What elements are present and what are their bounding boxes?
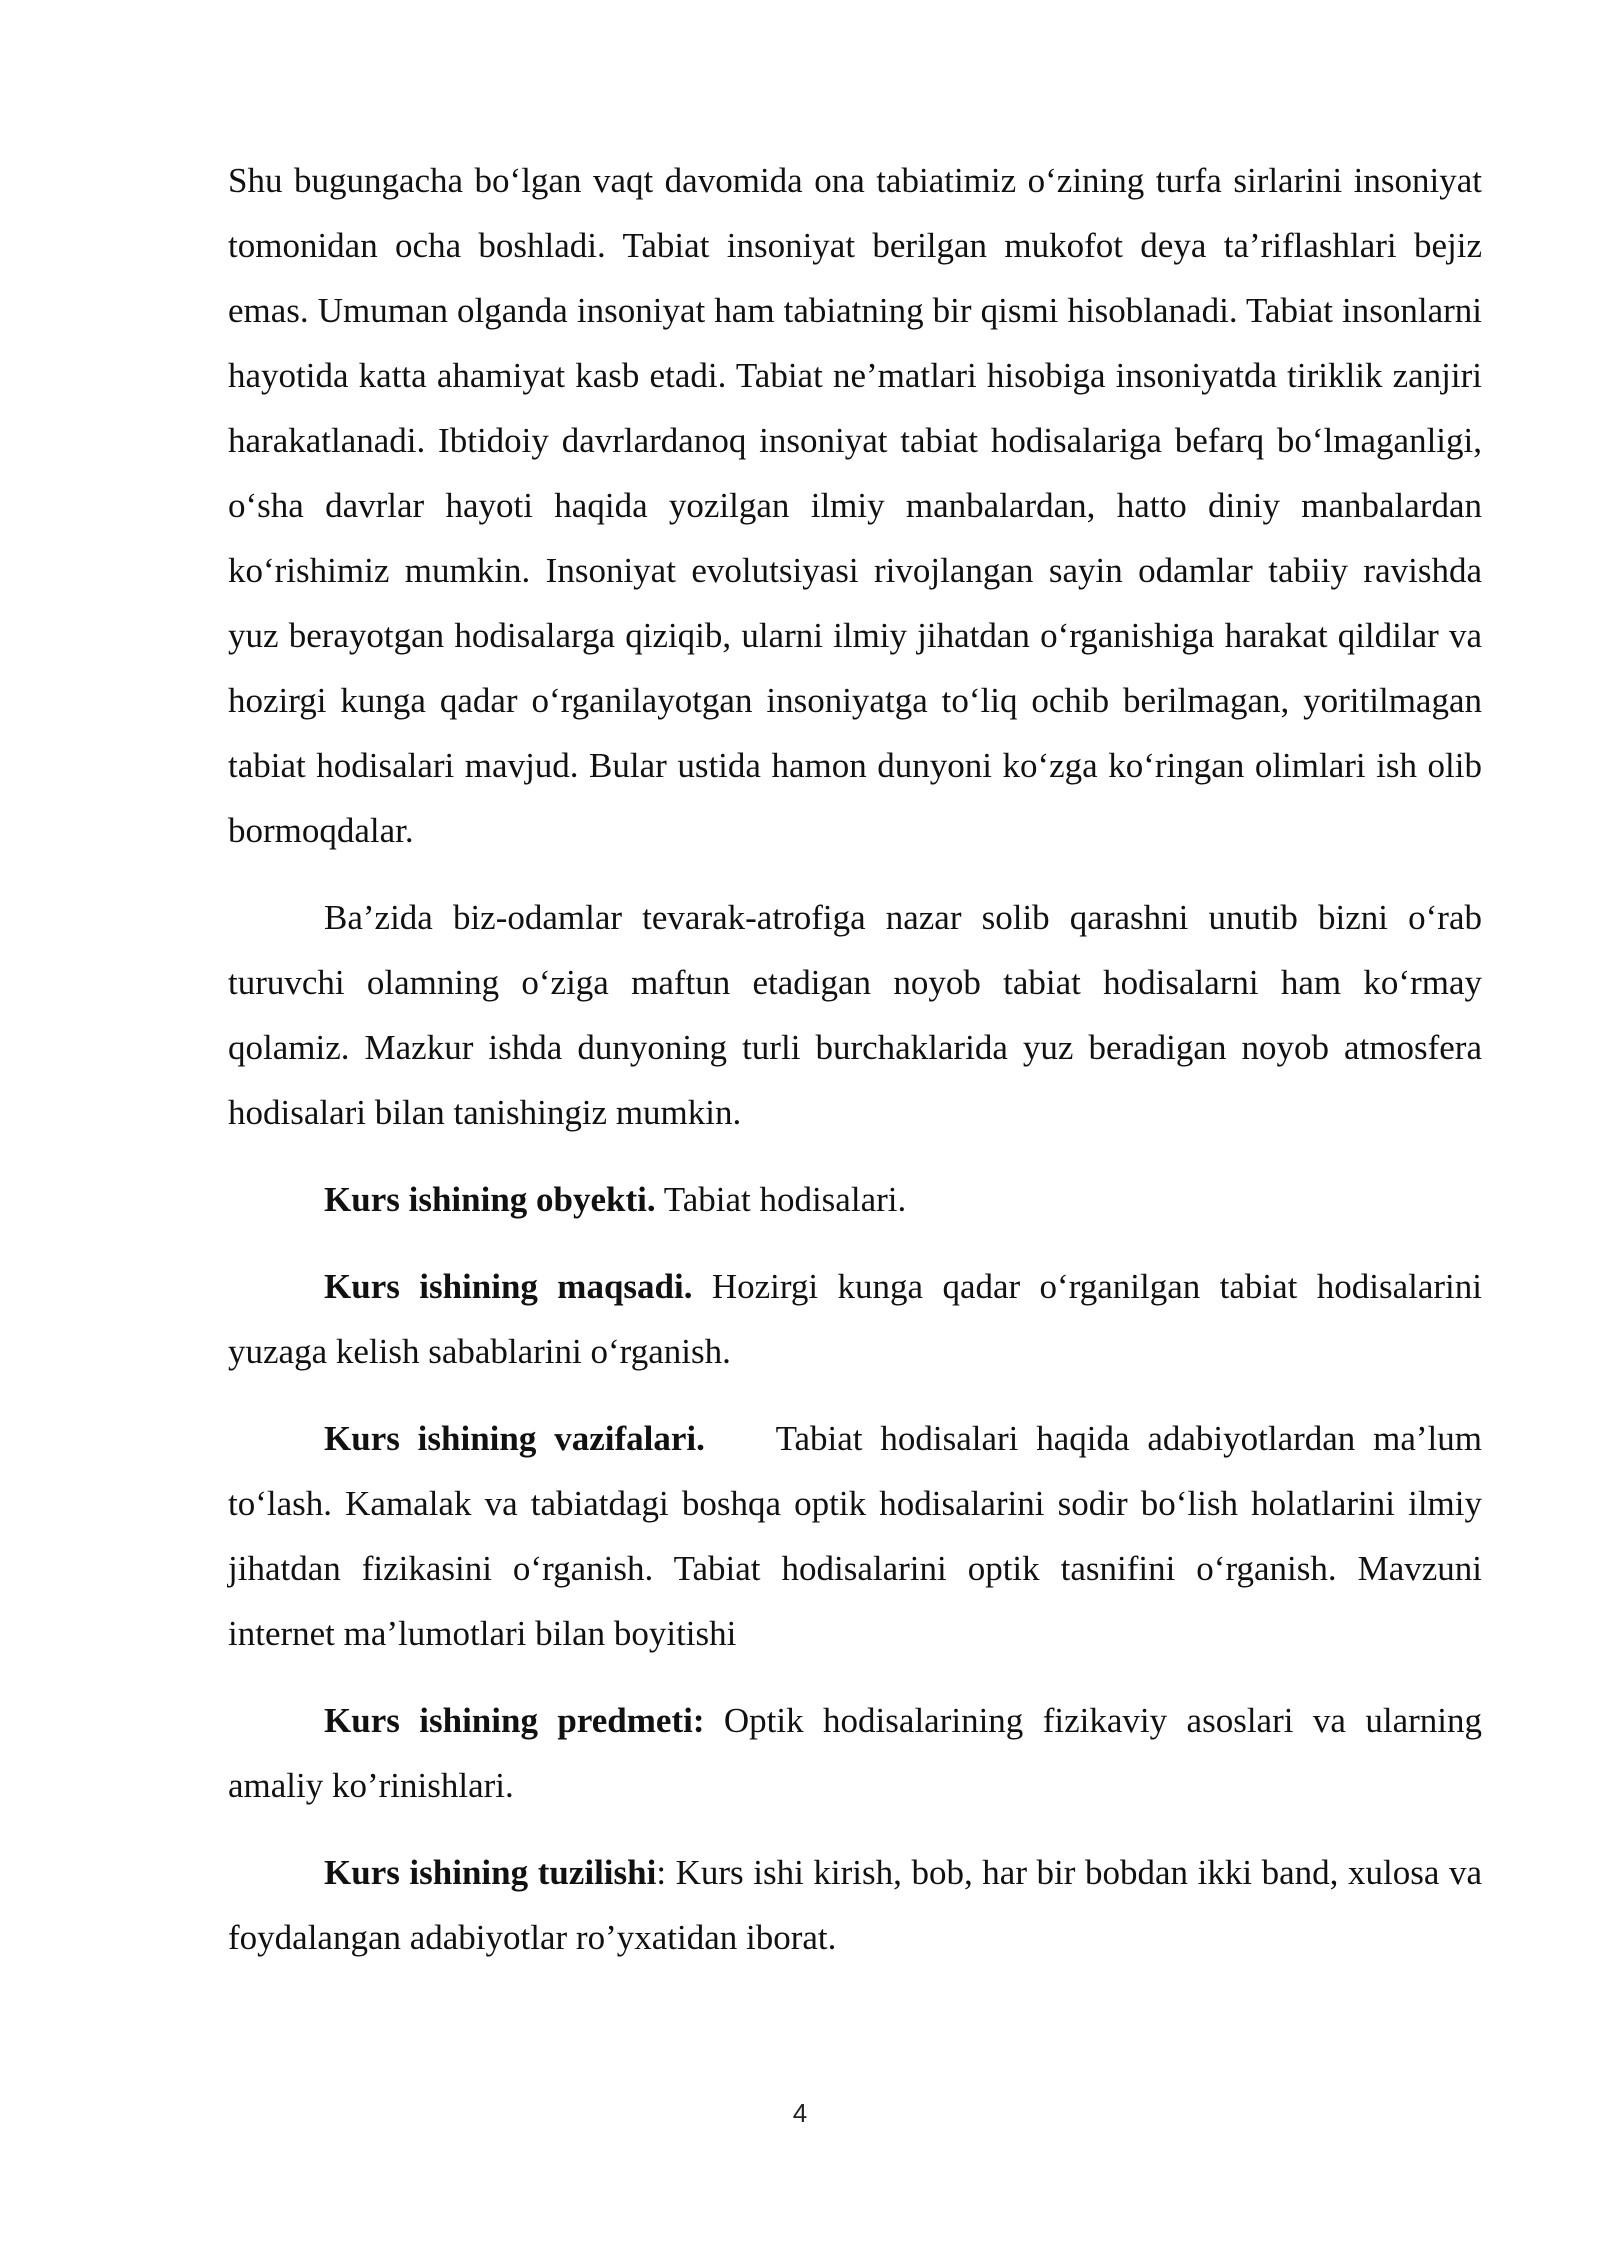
section-predmet [228,1688,1482,1818]
section-text: Hozirgi kunga qadar o‘rganilgan tabiat hodisalarini yuzaga kelish sabablarini o‘rganish. [228,1267,1482,1371]
page-body [228,148,1491,1970]
section-text: Optik hodisalarining fizikaviy asoslari va ularning amaliy ko’rinishlari. [228,1701,1482,1805]
section-label: Kurs ishining obyekti. [324,1180,656,1219]
section-obyekt [228,1167,1482,1232]
section-label: Kurs ishining vazifalari. [324,1419,705,1458]
section-label: Kurs ishining maqsadi. [324,1267,693,1306]
section-text: Tabiat hodisalari haqida adabiyotlardan ma’lum to‘lash. Kamalak va tabiatdagi boshqa optik hodisalarini sodir bo‘lish holatlarini ilmiy jihatdan fizikasini o‘rganish. Tabiat hodisalarini optik tasnifini o‘rganish. Mavzuni internet ma’lumotlari bilan boyitishi [228,1419,1491,1653]
section-text: : Kurs ishi kirish, bob, har bir bobdan ikki band, xulosa va foydalangan adabiyotlar ro’yxatidan iborat. [228,1853,1482,1957]
paragraph-second: Ba’zida biz-odamlar tevarak-atrofiga nazar solib qarashni unutib bizni o‘rab turuvchi olamning o‘ziga maftun etadigan noyob tabiat hodisalarni ham ko‘rmay qolamiz. Mazkur ishda dunyoning turli burchaklarida yuz beradigan noyob atmosfera hodisalari bilan tanishingiz mumkin. [228,898,1482,1132]
section-label: Kurs ishining predmeti: [324,1701,705,1740]
section-maqsad [228,1254,1482,1384]
page-number: 4 [792,2098,808,2128]
section-tuzilish [228,1840,1482,1970]
section-text: Tabiat hodisalari. [655,1180,907,1219]
paragraph-intro: Shu bugungacha bo‘lgan vaqt davomida ona tabiatimiz o‘zining turfa sirlarini insoniyat tomonidan ocha boshladi. Tabiat insoniyat berilgan mukofot deya ta’riflashlari bejiz emas. Umuman olganda insoniyat ham tabiatning bir qismi hisoblanadi. Tabiat insonlarni hayotida katta ahamiyat kasb etadi. Tabiat ne’matlari hisobiga insoniyatda tiriklik zanjiri harakatlanadi. Ibtidoiy davrlardanoq insoniyat tabiat hodisalariga befarq bo‘lmaganligi, o‘sha davrlar hayoti haqida yozilgan ilmiy manbalardan, hatto diniy manbalardan ko‘rishimiz mumkin. Insoniyat evolutsiyasi rivojlangan sayin odamlar tabiiy ravishda yuz berayotgan hodisalarga qiziqib, ularni ilmiy jihatdan o‘rganishiga harakat qildilar va hozirgi kunga qadar o‘rganilayotgan insoniyatga to‘liq ochib berilmagan, yoritilmagan tabiat hodisalari mavjud. Bular ustida hamon dunyoni ko‘zga ko‘ringan olimlari ish olib bormoqdalar. [228,161,1482,850]
section-vazifalar [228,1406,1491,1666]
section-label: Kurs ishining tuzilishi [324,1853,657,1892]
